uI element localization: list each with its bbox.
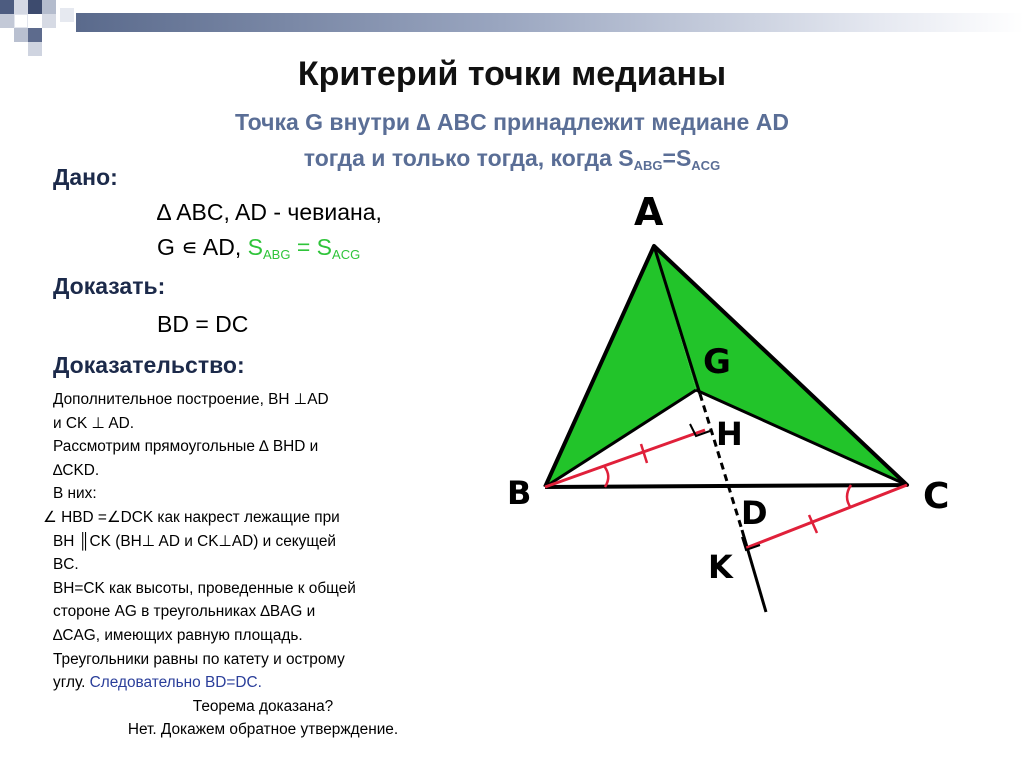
proof-line: ∆CAG, имеющих равную площадь. bbox=[53, 626, 303, 644]
proof-line: ∆CKD. bbox=[53, 461, 100, 479]
proof-conclusion: Следовательно BD=DC. bbox=[89, 674, 262, 692]
subtitle-line-1: Точка G внутри ∆ ABC принадлежит медиане AD bbox=[235, 109, 789, 135]
label-h: H bbox=[716, 415, 743, 453]
converse-note: Нет. Докажем обратное утверждение. bbox=[127, 721, 399, 739]
segment-ck bbox=[746, 485, 907, 548]
label-g: G bbox=[703, 342, 731, 382]
proof-line: углу. Следовательно BD=DC. bbox=[53, 674, 262, 692]
prove-statement: BD = DC bbox=[157, 311, 249, 337]
label-a: A bbox=[634, 190, 664, 234]
angle-arc-c bbox=[847, 485, 851, 508]
proof-heading: Доказательство: bbox=[53, 352, 245, 378]
proof-line: BC. bbox=[53, 556, 79, 574]
theorem-question: Теорема доказана? bbox=[192, 697, 334, 715]
label-b: B bbox=[507, 474, 532, 512]
proof-line: и CK ⊥ AD. bbox=[53, 414, 135, 432]
subtitle-line-2: тогда и только тогда, когда $S_{ABG}=S_{ACG}$ bbox=[303, 145, 721, 173]
angle-arc-b bbox=[604, 466, 608, 487]
prove-heading: Доказать: bbox=[53, 273, 166, 299]
proof-line: ∠ HBD =∠DCK как накрест лежащие при bbox=[43, 508, 340, 526]
given-line-1: ∆ ABC, AD - чевиана, bbox=[157, 199, 382, 225]
proof-line: Треугольники равны по катету и острому bbox=[53, 650, 345, 668]
proof-line: BH ║CK (BH⊥ AD и CK⊥AD) и секущей bbox=[53, 532, 337, 550]
slide-title: Критерий точки медианы bbox=[297, 55, 727, 93]
proof-line: Рассмотрим прямоугольные ∆ BHD и bbox=[53, 438, 319, 456]
proof-line: BH=CK как высоты, проведенные к общей bbox=[53, 579, 356, 597]
proof-line: стороне AG в треугольниках ∆BAG и bbox=[53, 603, 316, 621]
proof-line: Дополнительное построение, BH ⊥AD bbox=[53, 391, 329, 408]
given-heading: Дано: bbox=[53, 164, 118, 190]
label-d: D bbox=[741, 494, 768, 532]
given-line-2: G ∊ AD, $S_{ABG} = S_{ACG}$ bbox=[157, 234, 361, 262]
label-c: C bbox=[923, 476, 950, 517]
proof-line: В них: bbox=[53, 485, 97, 503]
label-k: K bbox=[708, 548, 733, 586]
